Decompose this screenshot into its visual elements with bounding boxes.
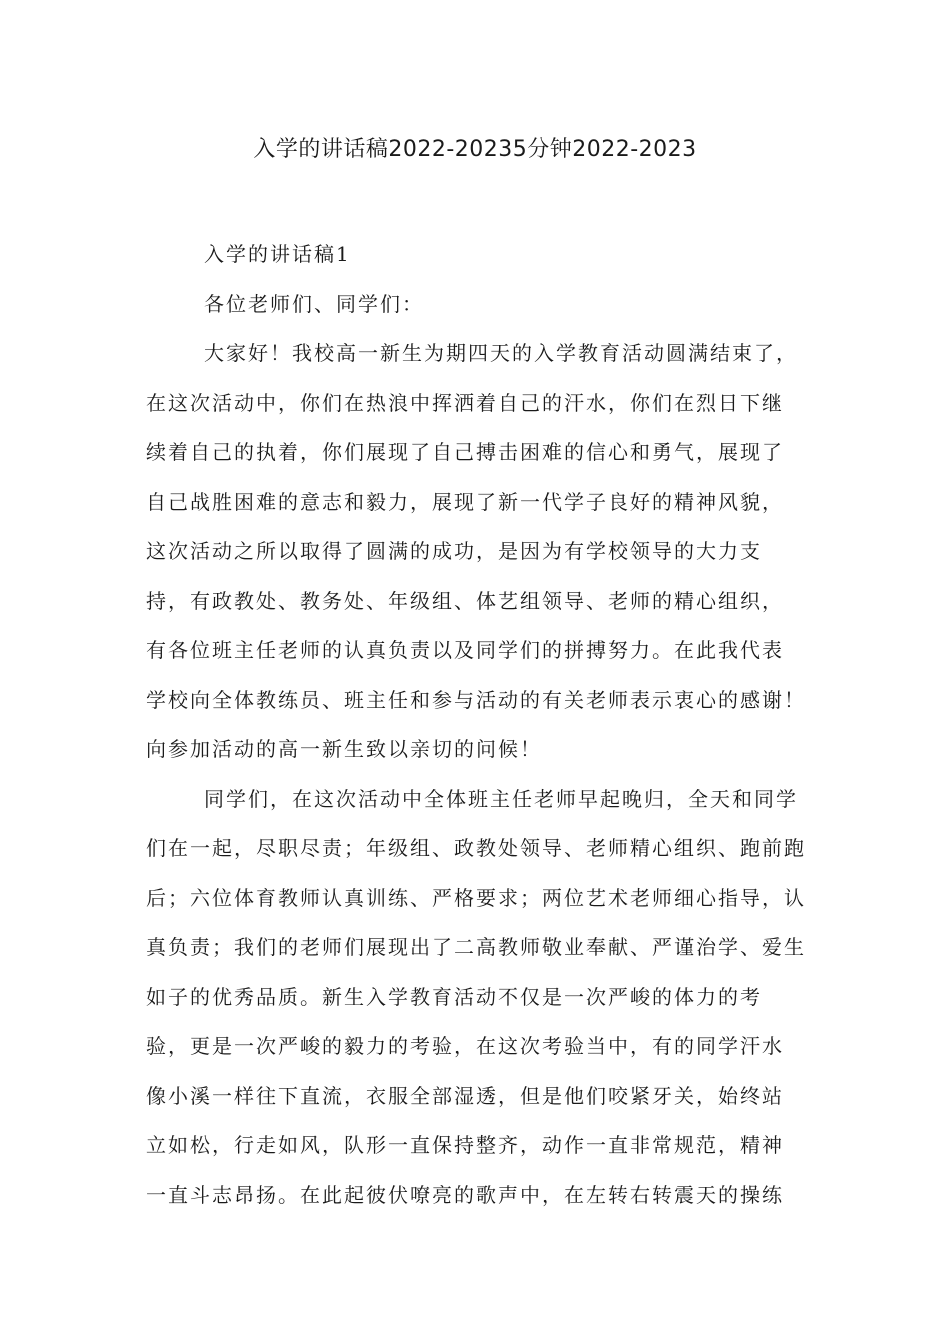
document-body (146, 230, 806, 1220)
text-line: 如子的优秀品质。新生入学教育活动不仅是一次严峻的体力的考 (146, 984, 762, 1009)
document-title: 入学的讲话稿2022-20235分钟2022-2023 (253, 137, 697, 162)
text-line: 各位老师们、同学们： (204, 291, 424, 316)
text-line: 同学们，在这次活动中全体班主任老师早起晚归，全天和同学 (204, 786, 798, 811)
text-line: 们在一起，尽职尽责；年级组、政教处领导、老师精心组织、跑前跑 (146, 836, 806, 860)
text-line: 这次活动之所以取得了圆满的成功，是因为有学校领导的大力支 (146, 539, 762, 563)
text-line: 验，更是一次严峻的毅力的考验，在这次考验当中，有的同学汗水 (146, 1034, 784, 1058)
text-line: 自己战胜困难的意志和毅力，展现了新一代学子良好的精神风貌， (146, 489, 784, 514)
text-line: 大家好！我校高一新生为期四天的入学教育活动圆满结束了， (204, 341, 798, 365)
text-line: 有各位班主任老师的认真负责以及同学们的拼搏努力。在此我代表 (146, 638, 784, 662)
text-line: 一直斗志昂扬。在此起彼伏嘹亮的歌声中，在左转右转震天的操练 (146, 1182, 784, 1207)
text-line: 续着自己的执着，你们展现了自己搏击困难的信心和勇气，展现了 (146, 440, 784, 464)
text-line: 学校向全体教练员、班主任和参与活动的有关老师表示衷心的感谢！ (146, 687, 806, 712)
text-line: 向参加活动的高一新生致以亲切的问候！ (146, 737, 542, 761)
text-line: 持，有政教处、教务处、年级组、体艺组领导、老师的精心组织， (146, 588, 784, 613)
text-line: 入学的讲话稿1 (204, 242, 351, 266)
text-line: 真负责；我们的老师们展现出了二高教师敬业奉献、严谨治学、爱生 (146, 935, 806, 959)
text-line: 在这次活动中，你们在热浪中挥洒着自己的汗水，你们在烈日下继 (146, 390, 784, 415)
text-line: 后；六位体育教师认真训练、严格要求；两位艺术老师细心指导，认 (146, 885, 806, 910)
text-line: 立如松，行走如风，队形一直保持整齐，动作一直非常规范，精神 (146, 1133, 784, 1157)
text-line: 像小溪一样往下直流，衣服全部湿透，但是他们咬紧牙关，始终站 (146, 1083, 784, 1108)
